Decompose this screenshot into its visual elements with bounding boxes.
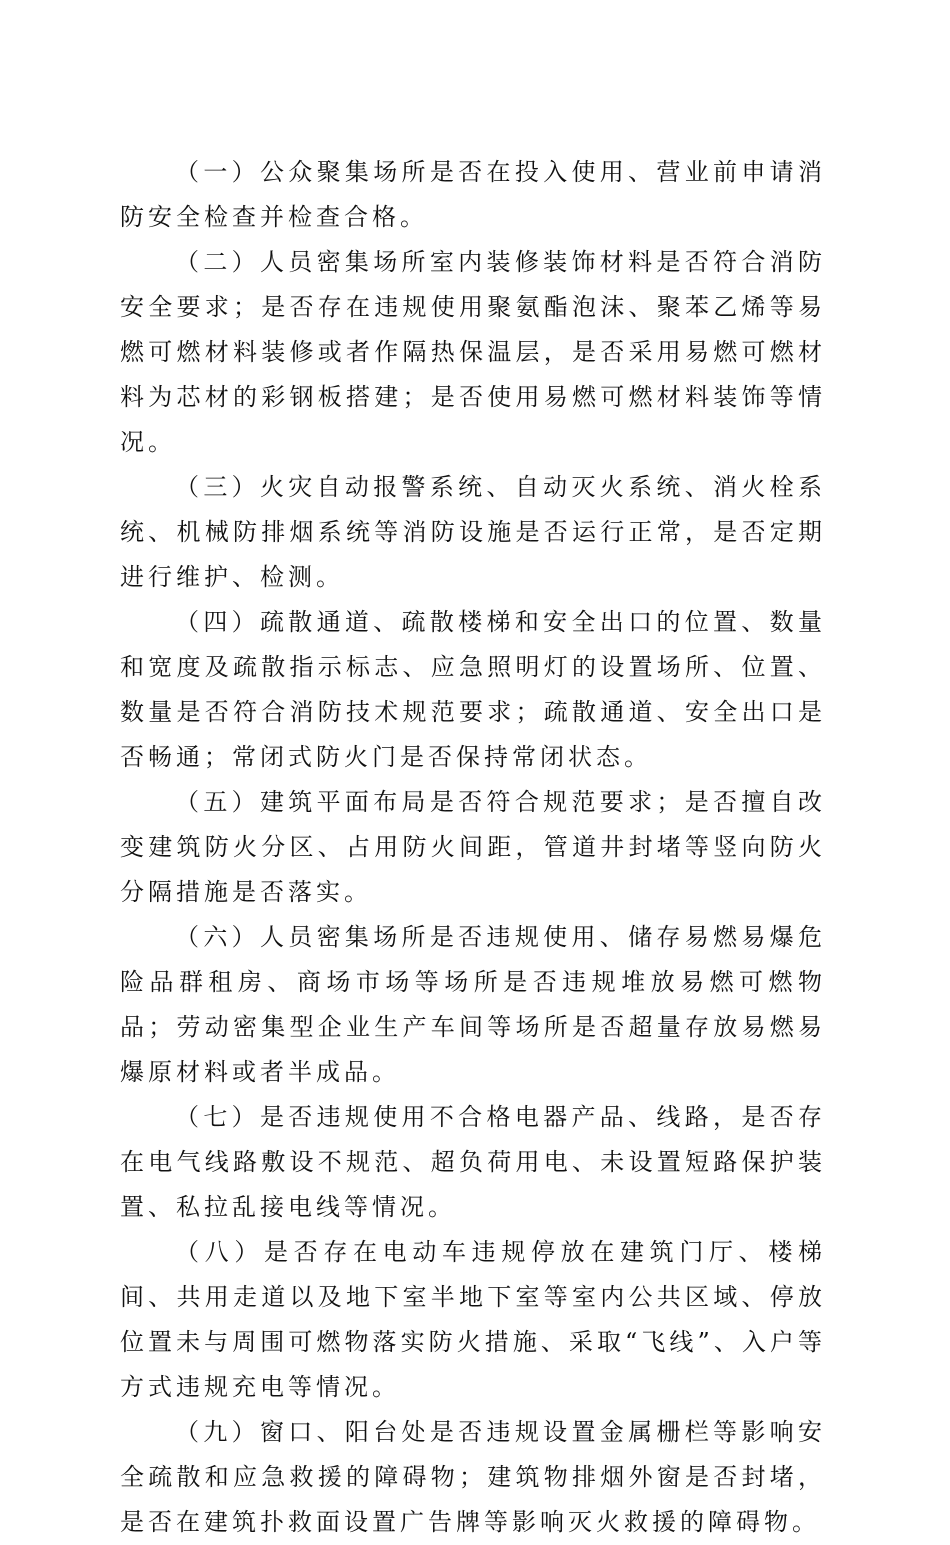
paragraph-9: （九）窗口、阳台处是否违规设置金属栅栏等影响安全疏散和应急救援的障碍物；建筑物排烟外窗是否封堵，是否在建筑扑救面设置广告牌等影响灭火救援的障碍物。 [120,1418,826,1536]
paragraph-6: （六）人员密集场所是否违规使用、储存易燃易爆危险品群租房、商场市场等场所是否违规堆放易燃可燃物品；劳动密集型企业生产车间等场所是否超量存放易燃易爆原材料或者半成品。 [120,923,826,1086]
paragraph-1: （一）公众聚集场所是否在投入使用、营业前申请消防安全检查并检查合格。 [120,158,826,231]
paragraph-5: （五）建筑平面布局是否符合规范要求；是否擅自改变建筑防火分区、占用防火间距，管道井封堵等竖向防火分隔措施是否落实。 [120,788,826,906]
document-body [120,150,826,1545]
paragraph-3: （三）火灾自动报警系统、自动灭火系统、消火栓系统、机械防排烟系统等消防设施是否运行正常，是否定期进行维护、检测。 [120,473,826,591]
paragraph-8: （八）是否存在电动车违规停放在建筑门厅、楼梯间、共用走道以及地下室半地下室等室内公共区域、停放位置未与周围可燃物落实防火措施、采取“飞线”、入户等方式违规充电等情况。 [120,1238,826,1401]
paragraph-4: （四）疏散通道、疏散楼梯和安全出口的位置、数量和宽度及疏散指示标志、应急照明灯的设置场所、位置、数量是否符合消防技术规范要求；疏散通道、安全出口是否畅通；常闭式防火门是否保持常闭状态。 [120,608,826,771]
paragraph-2: （二）人员密集场所室内装修装饰材料是否符合消防安全要求；是否存在违规使用聚氨酯泡沫、聚苯乙烯等易燃可燃材料装修或者作隔热保温层，是否采用易燃可燃材料为芯材的彩钢板搭建；是否使用易燃可燃材料装饰等情况。 [120,248,826,456]
paragraph-7: （七）是否违规使用不合格电器产品、线路，是否存在电气线路敷设不规范、超负荷用电、未设置短路保护装置、私拉乱接电线等情况。 [120,1103,826,1221]
